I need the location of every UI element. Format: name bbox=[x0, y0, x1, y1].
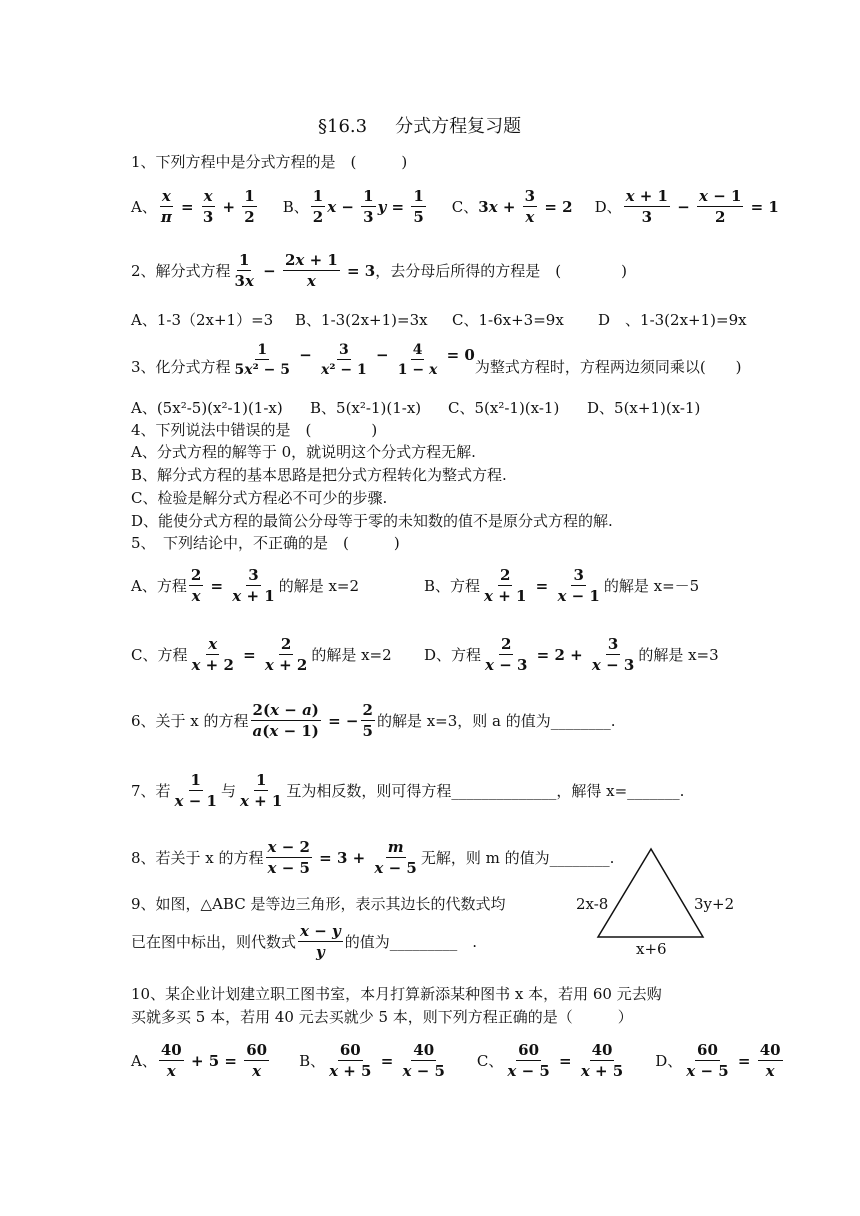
question-4-option-b: B、解分式方程的基本思路是把分式方程转化为整式方程. bbox=[131, 466, 507, 484]
question-9-line-1: 9、如图，△ABC 是等边三角形，表示其边长的代数式均 bbox=[131, 895, 506, 913]
question-5-option-b: B、方程 $\frac{2}{x + 1}$ = $\frac{3}{x - 1}$ 的解是 x=－5 bbox=[424, 566, 700, 605]
question-3-option-d: D、5(x+1)(x-1) bbox=[587, 399, 701, 417]
question-4-option-a: A、分式方程的解等于 0，就说明这个分式方程无解. bbox=[131, 443, 476, 461]
question-10-line-2: 买就多买 5 本，若用 40 元去买就少 5 本，则下列方程正确的是（ ） bbox=[131, 1008, 633, 1026]
question-4-option-d: D、能使分式方程的最简公分母等于零的未知数的值不是原分式方程的解. bbox=[131, 512, 613, 530]
question-5-option-d: D、方程 $\frac{2}{x - 3}$ = 2 + $\frac{3}{x - 3}$ 的解是 x=3 bbox=[424, 635, 719, 674]
question-2-option-c: C、1-6x+3=9x bbox=[452, 311, 564, 329]
question-1-options: A、 $\frac{x}{\pi}$ = $\frac{x}{3}$ + $\frac{1}{2}$ B、 $\frac{1}{2}$ x − $\frac{1}{3}$ y = $\frac{1}{5}$ C、 3x + $\frac{3}{x}$ = 2 D、 $\frac{x + 1}{3}$ − $\frac{x - 1}{2}$ = 1 bbox=[131, 187, 779, 226]
question-8: 8、若关于 x 的方程 $\frac{x - 2}{x - 5}$ = 3 + $\frac{m}{x - 5}$ 无解，则 m 的值为________. bbox=[131, 838, 615, 877]
question-3-option-a: A、(5x²-5)(x²-1)(1-x) bbox=[131, 399, 283, 417]
question-1-stem: 1、下列方程中是分式方程的是 ( ) bbox=[131, 153, 408, 171]
question-2-option-d: D 、1-3(2x+1)=9x bbox=[598, 311, 747, 329]
question-2-option-b: B、1-3(2x+1)=3x bbox=[295, 311, 428, 329]
question-6: 6、关于 x 的方程 $\frac{2(x - a)}{a(x - 1)}$ = − $\frac{2}{5}$ 的解是 x=3，则 a 的值为________. bbox=[131, 701, 616, 740]
page-title: §16.3 分式方程复习题 bbox=[318, 116, 522, 137]
triangle-left-side-label: 2x-8 bbox=[576, 895, 609, 913]
question-10-options: A、 $\frac{40}{x}$ + 5 = $\frac{60}{x}$ B、 $\frac{60}{x + 5}$ = $\frac{40}{x - 5}$ C、 $\frac{60}{x - 5}$ = $\frac{40}{x + 5}$ D、 $\frac{60}{x - 5}$ = $\frac{40}{x}$ bbox=[131, 1041, 781, 1080]
equilateral-triangle-figure bbox=[596, 847, 706, 941]
triangle-right-side-label: 3y+2 bbox=[694, 895, 735, 913]
question-4-stem: 4、下列说法中错误的是 ( ) bbox=[131, 421, 378, 439]
question-3-option-c: C、5(x²-1)(x-1) bbox=[448, 399, 560, 417]
question-4-option-c: C、检验是解分式方程必不可少的步骤. bbox=[131, 489, 388, 507]
question-3-option-b: B、5(x²-1)(1-x) bbox=[310, 399, 422, 417]
question-7: 7、若 $\frac{1}{x - 1}$ 与 $\frac{1}{x + 1}$ 互为相反数，则可得方程______________，解得 x=_______. bbox=[131, 771, 685, 810]
question-5-stem: 5、 下列结论中，不正确的是 ( ) bbox=[131, 534, 400, 552]
question-9-line-2: 已在图中标出，则代数式 $\frac{x - y}{y}$ 的值为_________ . bbox=[131, 922, 477, 961]
question-5-option-a: A、方程 $\frac{2}{x}$ = $\frac{3}{x + 1}$ 的解是 x=2 bbox=[131, 566, 360, 605]
question-10-line-1: 10、某企业计划建立职工图书室，本月打算新添某种图书 x 本，若用 60 元去购 bbox=[131, 985, 662, 1003]
question-2: 2、解分式方程 $\frac{1}{3x}$ − $\frac{2x + 1}{x}$ = 3 ，去分母后所得的方程是 ( ) bbox=[131, 251, 627, 290]
question-5-option-c: C、方程 $\frac{x}{x + 2}$ = $\frac{2}{x + 2}$ 的解是 x=2 bbox=[131, 635, 392, 674]
question-3: 3、化分式方程 $\frac{1}{\text{5x² − 5}}$ − $\frac{3}{\text{x² − 1}}$ − $\frac{4}{1 - x}$ = 0 为整式方程时，方程两边须同乘以( ) bbox=[131, 342, 742, 378]
question-2-option-a: A、1-3（2x+1）=3 bbox=[131, 311, 274, 329]
triangle-bottom-side-label: x+6 bbox=[636, 940, 667, 958]
